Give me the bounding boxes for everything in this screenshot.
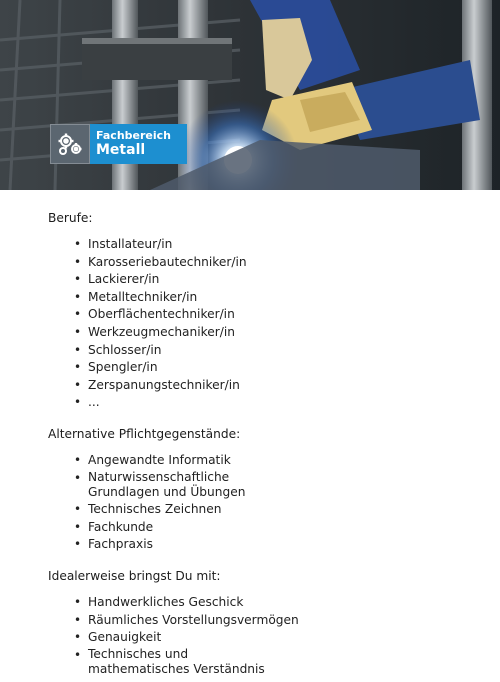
bullet-icon: •	[74, 537, 82, 552]
section-heading-pflichtgegenstaende: Alternative Pflichtgegenstände:	[48, 426, 241, 441]
list-item: • Werkzeugmechaniker/in	[48, 324, 468, 342]
bullet-icon: •	[74, 502, 82, 517]
bullet-icon: •	[74, 519, 82, 534]
badge-label-main: Metall	[96, 142, 146, 159]
badge-label-top: Fachbereich	[96, 128, 171, 142]
list-item: • Genauigkeit	[48, 629, 468, 647]
bullet-icon: •	[74, 272, 82, 287]
bullet-icon: •	[74, 307, 82, 322]
bullet-icon: •	[74, 452, 82, 467]
list-item: • Installateur/in	[48, 236, 468, 254]
bullet-icon: •	[74, 377, 82, 392]
hero-photo	[0, 0, 500, 190]
list-item: • Angewandte Informatik	[48, 452, 468, 470]
bullet-icon: •	[74, 289, 82, 304]
list-item: • Technisches Zeichnen	[48, 501, 468, 519]
bullet-icon: •	[74, 630, 82, 645]
list-item: • Zerspanungstechniker/in	[48, 377, 468, 395]
gears-icon	[50, 124, 90, 164]
list-item: • Oberflächentechniker/in	[48, 306, 468, 324]
bullet-icon: •	[74, 395, 82, 410]
list-item: • Spengler/in	[48, 359, 468, 377]
bullet-icon: •	[74, 594, 82, 609]
department-badge	[50, 124, 187, 164]
list-item: • Fachkunde	[48, 519, 468, 537]
bullet-icon: •	[74, 360, 82, 375]
main-content	[48, 210, 468, 678]
bullet-icon: •	[74, 647, 82, 662]
list-item: • Fachpraxis	[48, 536, 468, 554]
list-pflichtgegenstaende	[48, 452, 468, 554]
list-item: • Räumliches Vorstellungsvermögen	[48, 612, 468, 630]
bullet-icon: •	[74, 324, 82, 339]
list-berufe	[48, 236, 468, 412]
list-item: • ...	[48, 394, 468, 412]
list-item: • Metalltechniker/in	[48, 289, 468, 307]
bullet-icon: •	[74, 237, 82, 251]
list-item: • Lackierer/in	[48, 271, 468, 289]
list-item: • Schlosser/in	[48, 342, 468, 360]
bullet-icon: •	[74, 612, 82, 627]
badge-label	[90, 124, 187, 164]
bullet-icon: •	[74, 342, 82, 357]
list-item: • Naturwissenschaftliche Grundlagen und Übungen	[74, 469, 246, 499]
list-item: • Technisches und mathematisches Verständnis	[74, 646, 265, 676]
section-heading-voraussetzungen: Idealerweise bringst Du mit:	[48, 568, 221, 583]
list-item: • Handwerkliches Geschick	[48, 594, 468, 612]
section-heading-berufe: Berufe:	[48, 211, 93, 225]
list-item: • Karosseriebautechniker/in	[48, 254, 468, 272]
bullet-icon: •	[74, 470, 82, 485]
list-voraussetzungen	[48, 594, 468, 678]
bullet-icon: •	[74, 254, 82, 269]
